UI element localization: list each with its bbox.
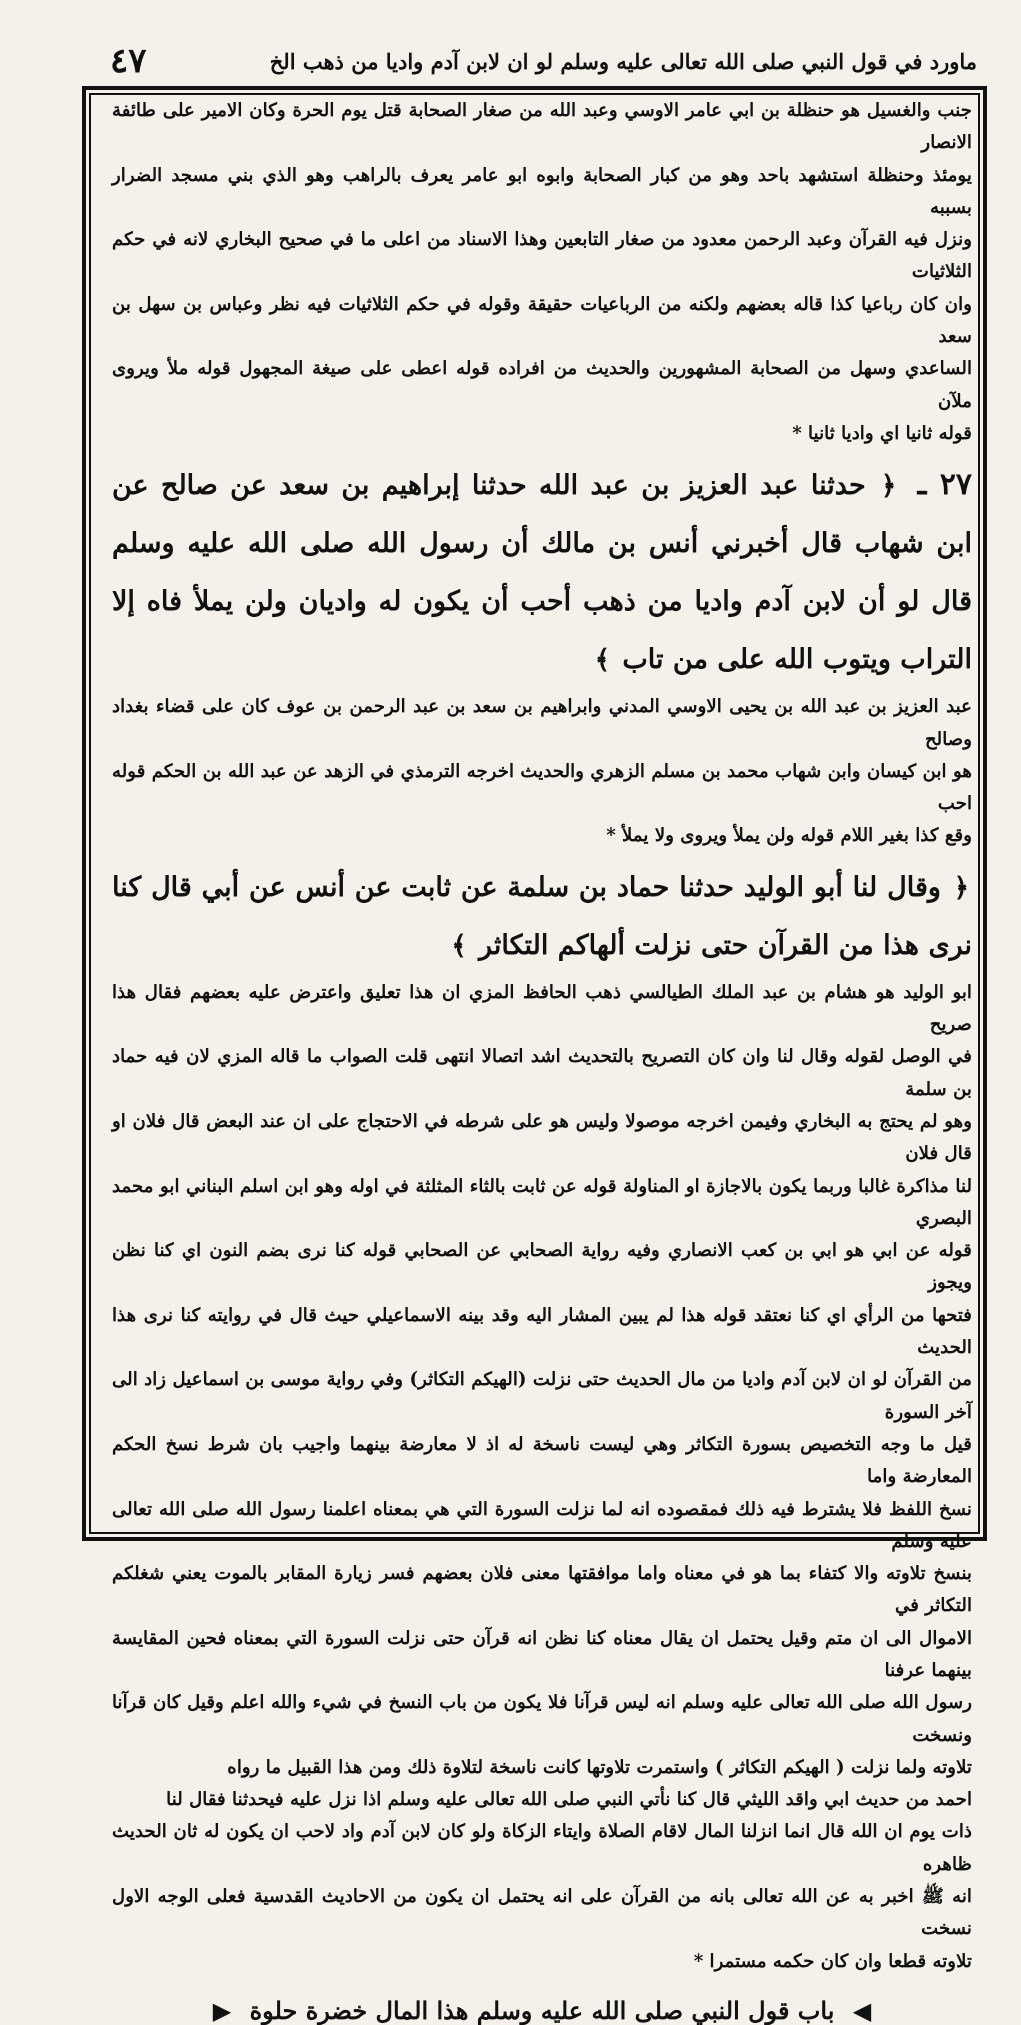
- commentary-line: ذات يوم ان الله قال انما انزلنا المال لاقام الصلاة وايتاء الزكاة ولو كان لابن آدم واد لاحب ان يكون له ثان الحديث ظاهره: [112, 1821, 972, 1875]
- commentary-line: لنا مذاكرة غالبا وربما يكون بالاجازة او المناولة قوله عن ثابت بالثاء المثلثة في اوله وهو ابن اسلم البناني ابو محمد البصري: [112, 1175, 972, 1229]
- chapter-title: باب قول النبي صلى الله عليه وسلم هذا المال خضرة حلوة: [249, 1995, 835, 2025]
- commentary-line: قوله عن ابي هو ابي بن كعب الانصاري وفيه رواية الصحابي عن الصحابي قوله كنا نرى بضم النون اي كنا نظن ويجوز: [112, 1240, 972, 1294]
- commentary-line: عبد العزيز بن عبد الله بن يحيى الاوسي المدني وابراهيم بن سعد بن عبد الرحمن بن عوف كان على قضاء بغداد وصالح: [112, 696, 972, 750]
- hadith-number: ٢٧ ـ: [917, 467, 973, 503]
- running-title: ماورد في قول النبي صلى الله تعالى عليه وسلم لو ان لابن آدم واديا من ذهب الخ: [269, 48, 977, 74]
- commentary-line: رسول الله صلى الله تعالى عليه وسلم انه ليس قرآنا فلا يكون من باب النسخ في شيء والله اعلم وقيل كان قرآنا ونسخت: [112, 1692, 972, 1746]
- commentary-line: وهو لم يحتج به البخاري وفيمن اخرجه موصولا وليس هو على شرطه في الاحتجاج على ان عند البعض قال فلان او قال فلان: [112, 1110, 972, 1165]
- commentary-line: تلاوته قطعا وان كان حكمه مستمرا *: [693, 1950, 972, 1972]
- commentary-line: وقع كذا بغير اللام قوله ولن يملأ ويروى ولا يملأ *: [606, 825, 972, 847]
- hadith-close-bracket: ﴾: [451, 930, 467, 961]
- commentary-line: فتحها من الرأي اي كنا نعتقد قوله هذا لم يبين المشار اليه وقد بينه الاسماعيلي حيث قال في روايته كنا نرى هذا الحديث: [112, 1304, 972, 1359]
- commentary-block-1: [112, 95, 972, 450]
- hadith-muallaq: [112, 859, 972, 975]
- page-header: [82, 36, 987, 86]
- commentary-line: وان كان رباعيا كذا قاله بعضهم ولكنه من الرباعيات حقيقة وقوله في حكم الثلاثيات فيه نظر وعباس بن سهل بن سعد: [112, 293, 972, 348]
- commentary-line: احمد من حديث ابي واقد الليثي قال كنا نأتي النبي صلى الله تعالى عليه وسلم اذا نزل عليه فيحدثنا فقال لنا: [166, 1789, 972, 1811]
- commentary-line: يومئذ وحنظلة استشهد باحد وهو من كبار الصحابة وابوه ابو عامر يعرف بالراهب وهو الذي بني مسجد الضرار بسببه: [112, 164, 972, 218]
- commentary-line: نسخ اللفظ فلا يشترط فيه ذلك فمقصوده انه لما نزلت السورة التي هي بمعناه اعلمنا رسول الله صلى الله تعالى عليه وسلم: [112, 1498, 972, 1552]
- page-body: [112, 95, 972, 2025]
- commentary-line: الاموال الى ان متم وقيل يحتمل ان يقال معناه كنا نظن انه قرآن حتى نزلت السورة التي بمعناه فحين المقايسة بينهما عرفنا: [112, 1627, 972, 1681]
- commentary-line: جنب والغسيل هو حنظلة بن ابي عامر الاوسي وعبد الله من صغار الصحابة قتل يوم الحرة وكان الامير على طائفة الانصار: [112, 100, 972, 154]
- ornament-right-icon: ◀: [852, 1995, 872, 2025]
- commentary-line: بنسخ تلاوته والا كتفاء بما هو في معناه واما موافقتها معنى فلان بعضهم فسر زيارة المقابر بالموت يعني شغلكم التكاثر في: [112, 1563, 972, 1617]
- page-number: ٤٧: [110, 41, 147, 81]
- hadith-27: [112, 456, 972, 689]
- hadith-text: وقال لنا أبو الوليد حدثنا حماد بن سلمة عن ثابت عن أنس عن أبي قال كنا نرى هذا من القرآن حتى نزلت ألهاكم التكاثر: [112, 871, 972, 961]
- commentary-line: قيل ما وجه التخصيص بسورة التكاثر وهي ليست ناسخة له اذ لا معارضة بينهما واجيب بان شرط نسخ الحكم المعارضة واما: [112, 1433, 972, 1488]
- commentary-line: ابو الوليد هو هشام بن عبد الملك الطيالسي ذهب الحافظ المزي ان هذا تعليق واعترض عليه بعضهم فقال هذا صريح: [112, 981, 972, 1036]
- commentary-line: الساعدي وسهل من الصحابة المشهورين والحديث من افراده قوله اعطى على صيغة المجهول قوله ملأ ويروى ملآن: [112, 358, 972, 412]
- commentary-block-3: [112, 977, 972, 1978]
- commentary-block-2: [112, 691, 972, 852]
- commentary-line: ونزل فيه القرآن وعبد الرحمن معدود من صغار التابعين وهذا الاسناد من اعلى ما في صحيح البخاري لانه في حكم الثلاثيات: [112, 229, 972, 283]
- hadith-open-bracket: ﴿: [881, 471, 897, 502]
- hadith-text: حدثنا عبد العزيز بن عبد الله حدثنا إبراهيم بن سعد عن صالح عن ابن شهاب قال أخبرني أنس بن مالك أن رسول الله صلى الله عليه وسلم قال لو أن لابن آدم واديا من ذهب أحب أن يكون له واديان ولن يملأ فاه إلا التراب ويتوب الله على من تاب: [112, 470, 972, 676]
- commentary-line: تلاوته ولما نزلت ( الهيكم التكاثر ) واستمرت تلاوتها كانت ناسخة لتلاوة ذلك ومن هذا القبيل ما رواه: [227, 1756, 972, 1778]
- chapter-heading: [112, 1996, 972, 2025]
- commentary-line: هو ابن كيسان وابن شهاب محمد بن مسلم الزهري والحديث اخرجه الترمذي في الزهد عن عبد الله بن الحكم قوله احب: [112, 760, 972, 815]
- hadith-open-bracket: ﴿: [953, 872, 969, 903]
- commentary-line: انه ﷺ اخبر به عن الله تعالى بانه من القرآن على انه يحتمل ان يكون من الاحاديث القدسية فعلى الوجه الاول نسخت: [112, 1886, 972, 1940]
- hadith-close-bracket: ﴾: [594, 645, 610, 676]
- ornament-left-icon: ▶: [212, 1995, 232, 2025]
- commentary-line: في الوصل لقوله وقال لنا وان كان التصريح بالتحديث اشد اتصالا انتهى قلت الصواب ما قاله المزي لان فيه حماد بن سلمة: [112, 1046, 972, 1100]
- commentary-line: من القرآن لو ان لابن آدم واديا من مال الحديث حتى نزلت (الهيكم التكاثر) وفي رواية موسى بن اسماعيل زاد الى آخر السورة: [112, 1369, 972, 1423]
- commentary-line: قوله ثانيا اي واديا ثانيا *: [792, 422, 972, 444]
